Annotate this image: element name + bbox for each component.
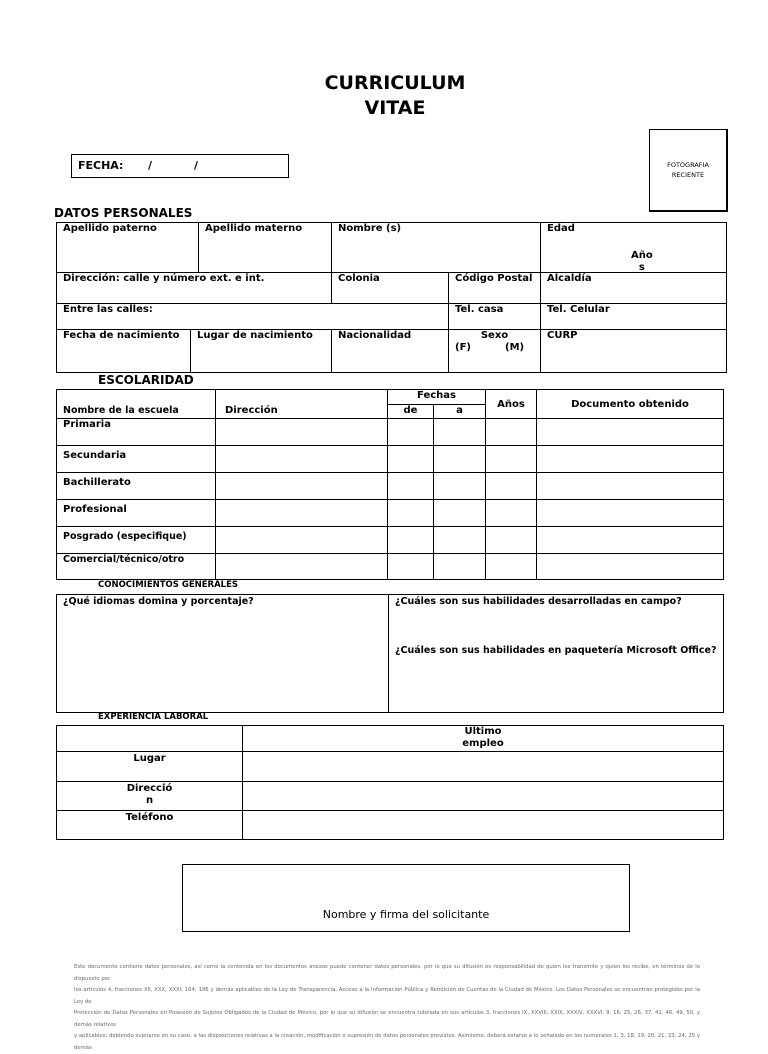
table-cell[interactable] — [388, 527, 434, 554]
table-cell[interactable] — [537, 446, 724, 473]
colonia-field[interactable]: Colonia — [332, 273, 449, 304]
sexo-m-option[interactable]: (M) — [505, 342, 525, 353]
anos-label-1: Año — [631, 250, 653, 261]
table-cell[interactable] — [486, 473, 537, 500]
telefono-label: Teléfono — [57, 811, 243, 840]
apellido-materno-field[interactable]: Apellido materno — [199, 223, 332, 273]
table-row — [57, 419, 724, 446]
conocimientos-table — [56, 594, 724, 713]
table-cell[interactable] — [537, 527, 724, 554]
ultimo-empleo-label-2: empleo — [462, 738, 504, 749]
nacionalidad-field[interactable]: Nacionalidad — [332, 330, 449, 373]
lugar-nacimiento-field[interactable]: Lugar de nacimiento — [191, 330, 332, 373]
legal-footer-line-3: Protección de Datos Personales en Posesión de Sujetos Obligados de la Ciudad de México, por lo que su difusión se encuentra tutelada en sus artículos 3, fracciones IX, XXVIII, XXIX, XXXIV, XXXVI, 9, 16, 25, 26, 37, 41, 46, 49, 50, y demás relativos — [74, 1010, 700, 1028]
conocimientos-heading: CONOCIMIENTOS GENERALES — [98, 580, 239, 590]
direccion-field[interactable]: Dirección: calle y número ext. e int. — [57, 273, 332, 304]
photo-box[interactable] — [649, 129, 728, 212]
datos-personales-table — [56, 222, 727, 373]
row-bachillerato: Bachillerato — [57, 473, 216, 500]
title-line-1: CURRICULUM — [324, 72, 466, 94]
table-cell[interactable] — [388, 473, 434, 500]
table-cell[interactable] — [434, 527, 486, 554]
ultimo-empleo-header — [243, 726, 724, 752]
fecha-field[interactable] — [71, 154, 289, 178]
alcaldia-field[interactable]: Alcaldía — [541, 273, 727, 304]
codigo-postal-field[interactable]: Código Postal — [449, 273, 541, 304]
table-cell[interactable] — [486, 500, 537, 527]
signature-box[interactable] — [182, 864, 630, 932]
tel-celular-field[interactable]: Tel. Celular — [541, 304, 727, 330]
table-cell[interactable] — [388, 419, 434, 446]
title-line-2: VITAE — [364, 97, 426, 119]
table-cell[interactable] — [486, 419, 537, 446]
fecha-label: FECHA: — [78, 159, 124, 172]
fecha-separator-2: / — [194, 159, 199, 172]
col-a: a — [434, 405, 486, 419]
row-primaria: Primaria — [57, 419, 216, 446]
table-row — [57, 554, 724, 580]
legal-footer — [74, 962, 700, 1054]
habilidades-campo-question: ¿Cuáles son sus habilidades desarrolladas en campo? — [395, 596, 682, 607]
habilidades-field[interactable] — [389, 595, 724, 713]
photo-box-label-2: RECIENTE — [671, 171, 705, 179]
lugar-field[interactable] — [243, 752, 724, 782]
telefono-field[interactable] — [243, 811, 724, 840]
col-fechas: Fechas — [388, 390, 486, 405]
tel-casa-field[interactable]: Tel. casa — [449, 304, 541, 330]
col-nombre-escuela: Nombre de la escuela — [57, 390, 216, 419]
fecha-nacimiento-field[interactable]: Fecha de nacimiento — [57, 330, 191, 373]
legal-footer-line-4: y aplicables; debiendo sujetarse en su caso, a las disposiciones relativas a la creación, modificación o supresión de datos personales previstos. Asimismo, deberá estarse a lo señalado en los numerales 1, 3, 18, 19, 20, 21, 23, 24, 25 y demás — [74, 1033, 700, 1051]
table-cell[interactable] — [537, 554, 724, 580]
table-cell[interactable] — [216, 446, 388, 473]
table-cell[interactable] — [216, 419, 388, 446]
table-cell[interactable] — [537, 473, 724, 500]
table-cell[interactable] — [216, 527, 388, 554]
row-secundaria: Secundaria — [57, 446, 216, 473]
edad-label: Edad — [547, 223, 575, 234]
table-cell[interactable] — [216, 500, 388, 527]
sexo-label: Sexo — [480, 330, 509, 341]
table-cell[interactable] — [434, 500, 486, 527]
nombre-field[interactable]: Nombre (s) — [332, 223, 541, 273]
table-cell[interactable] — [216, 554, 388, 580]
col-anos: Años — [486, 390, 537, 419]
curp-field[interactable]: CURP — [541, 330, 727, 373]
experiencia-heading: EXPERIENCIA LABORAL — [98, 712, 209, 722]
signature-label: Nombre y firma del solicitante — [322, 908, 490, 921]
photo-box-label-1: FOTOGRAFIA — [667, 161, 709, 169]
fecha-separator-1: / — [148, 159, 153, 172]
legal-footer-line-1: Este documento contiene datos personales, así como la contenida en los documentos anexos puede contener datos personales, por lo que su difusión es responsabilidad de quien los transmite y quien los recibe, en términos de lo dispuesto por — [74, 964, 700, 982]
direccion-empleo-field[interactable] — [243, 782, 724, 811]
apellido-paterno-field[interactable]: Apellido paterno — [57, 223, 199, 273]
legal-footer-line-2: los artículos 4, fracciones XII, XXX, XXXI; 164; 186 y demás aplicables de la Ley de Transparencia, Acceso a la Información Pública y Rendición de Cuentas de la Ciudad de México. Los Datos Personales se encuentran protegidos por la Ley de — [74, 987, 700, 1005]
table-cell[interactable] — [486, 554, 537, 580]
table-cell[interactable] — [486, 446, 537, 473]
table-cell[interactable] — [486, 527, 537, 554]
experiencia-table — [56, 725, 724, 840]
table-cell[interactable] — [434, 473, 486, 500]
table-row — [57, 500, 724, 527]
direccion-label-2: n — [145, 795, 154, 806]
edad-field[interactable] — [541, 223, 727, 273]
table-row — [57, 446, 724, 473]
habilidades-office-question: ¿Cuáles son sus habilidades en paquetería Microsoft Office? — [395, 645, 717, 656]
row-profesional: Profesional — [57, 500, 216, 527]
table-cell[interactable] — [434, 554, 486, 580]
table-cell[interactable] — [434, 419, 486, 446]
row-comercial: Comercial/técnico/otro — [57, 554, 216, 580]
ultimo-empleo-label-1: Último — [464, 726, 502, 737]
anos-label-2: s — [638, 262, 645, 273]
table-cell[interactable] — [388, 500, 434, 527]
table-cell[interactable] — [216, 473, 388, 500]
col-direccion: Dirección — [216, 390, 388, 419]
lugar-label: Lugar — [57, 752, 243, 782]
sexo-field[interactable] — [449, 330, 541, 373]
col-de: de — [388, 405, 434, 419]
table-row — [57, 527, 724, 554]
escolaridad-heading: ESCOLARIDAD — [98, 373, 194, 387]
entre-calles-field[interactable]: Entre las calles: — [57, 304, 449, 330]
table-cell — [57, 726, 243, 752]
datos-personales-heading: DATOS PERSONALES — [54, 206, 193, 220]
table-cell[interactable] — [537, 419, 724, 446]
direccion-label-cell — [57, 782, 243, 811]
row-posgrado: Posgrado (especifique) — [57, 527, 216, 554]
direccion-label-1: Direcció — [126, 783, 173, 794]
table-cell[interactable] — [388, 554, 434, 580]
table-row — [57, 473, 724, 500]
table-cell[interactable] — [434, 446, 486, 473]
sexo-f-option[interactable]: (F) — [455, 342, 471, 353]
table-cell[interactable] — [537, 500, 724, 527]
col-documento: Documento obtenido — [537, 390, 724, 419]
escolaridad-table — [56, 389, 724, 580]
idiomas-field[interactable]: ¿Qué idiomas domina y porcentaje? — [57, 595, 389, 713]
table-cell[interactable] — [388, 446, 434, 473]
